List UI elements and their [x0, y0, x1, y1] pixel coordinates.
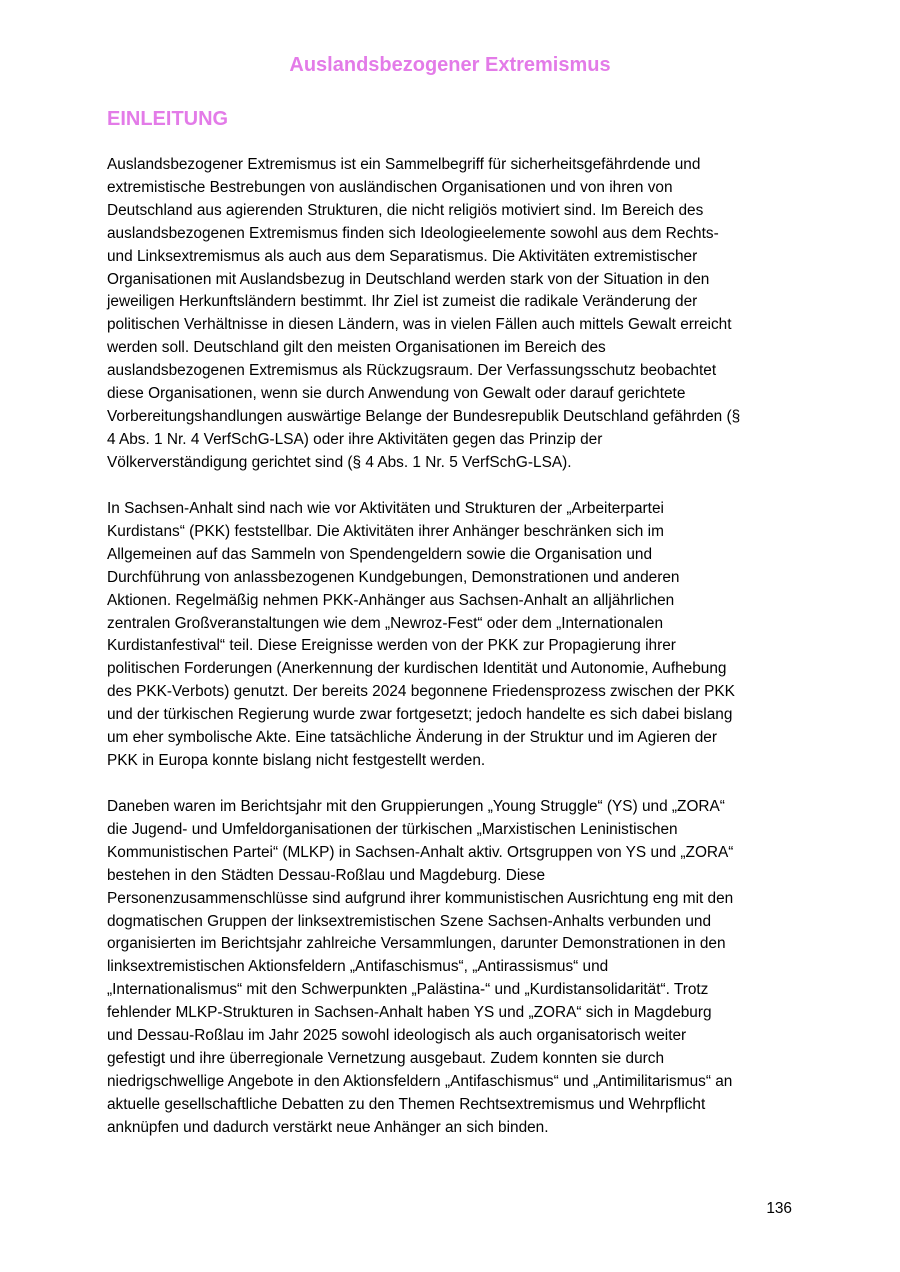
text-line: zentralen Großveranstaltungen wie dem „Newroz-Fest“ oder dem „Internationalen — [107, 614, 664, 632]
text-line: politischen Forderungen (Anerkennung der kurdischen Identität und Autonomie, Aufhebung — [107, 660, 727, 678]
text-line: die Jugend- und Umfeldorganisationen der türkischen „Marxistischen Leninistischen — [107, 820, 678, 838]
text-line: organisierten im Berichtsjahr zahlreiche Versammlungen, darunter Demonstrationen in den — [107, 935, 726, 953]
text-line: auslandsbezogenen Extremismus als Rückzugsraum. Der Verfassungsschutz beobachtet — [107, 362, 717, 380]
text-line: Kurdistanfestival“ teil. Diese Ereignisse werden von der PKK zur Propagierung ihrer — [107, 637, 676, 655]
text-line: Daneben waren im Berichtsjahr mit den Gruppierungen „Young Struggle“ (YS) und „ZORA“ — [107, 798, 725, 815]
text-line: und Linksextremismus als auch aus dem Separatismus. Die Aktivitäten extremistischer — [107, 247, 698, 265]
text-line: linksextremistischen Aktionsfeldern „Antifaschismus“, „Antirassismus“ und — [107, 958, 609, 976]
text-line: politischen Verhältnisse in diesen Ländern, was in vielen Fällen auch mittels Gewalt erreicht — [107, 316, 732, 334]
text-line: aktuelle gesellschaftliche Debatten zu den Themen Rechtsextremismus und Wehrpflicht — [107, 1095, 706, 1113]
text-line: Auslandsbezogener Extremismus ist ein Sammelbegriff für sicherheitsgefährdende und — [107, 156, 701, 173]
text-line: und Dessau-Roßlau im Jahr 2025 sowohl ideologisch als auch organisatorisch weiter — [107, 1027, 687, 1045]
text-line: um eher symbolische Akte. Eine tatsächliche Änderung in der Struktur und im Agieren der — [107, 729, 717, 747]
text-line: bestehen in den Städten Dessau-Roßlau und Magdeburg. Diese — [107, 866, 546, 884]
page-number: 136 — [766, 1200, 792, 1217]
text-line: Durchführung von anlassbezogenen Kundgebungen, Demonstrationen und anderen — [107, 568, 680, 586]
text-line: Aktionen. Regelmäßig nehmen PKK-Anhänger aus Sachsen-Anhalt an alljährlichen — [107, 591, 675, 609]
text-line: auslandsbezogenen Extremismus finden sich Ideologieelemente sowohl aus dem Rechts- — [107, 224, 719, 242]
text-line: fehlender MLKP-Strukturen in Sachsen-Anhalt haben YS und „ZORA“ sich in Magdeburg — [107, 1004, 712, 1022]
paragraph-pkk — [107, 498, 797, 773]
text-line: des PKK-Verbots) genutzt. Der bereits 2024 begonnene Friedensprozess zwischen der PKK — [107, 683, 735, 701]
text-line: Völkerverständigung gerichtet sind (§ 4 Abs. 1 Nr. 5 VerfSchG-LSA). — [107, 453, 572, 471]
text-line: werden soll. Deutschland gilt den meisten Organisationen im Bereich des — [107, 339, 606, 357]
section-heading: EINLEITUNG — [107, 108, 229, 130]
text-line: gefestigt und ihre überregionale Vernetzung ausgebaut. Zudem konnten sie durch — [107, 1049, 665, 1067]
paragraph-introduction — [107, 154, 797, 475]
text-line: und der türkischen Regierung wurde zwar fortgesetzt; jedoch handelte es sich dabei bislang — [107, 706, 733, 724]
text-line: In Sachsen-Anhalt sind nach wie vor Aktivitäten und Strukturen der „Arbeiterpartei — [107, 500, 664, 517]
running-header-title: Auslandsbezogener Extremismus — [289, 54, 611, 76]
text-line: niedrigschwellige Angebote in den Aktionsfeldern „Antifaschismus“ und „Antimilitarismus“ an — [107, 1072, 733, 1090]
text-line: diese Organisationen, wenn sie durch Anwendung von Gewalt oder darauf gerichtete — [107, 385, 686, 403]
text-line: Kommunistischen Partei“ (MLKP) in Sachsen-Anhalt aktiv. Ortsgruppen von YS und „ZORA“ — [107, 843, 734, 861]
text-line: Kurdistans“ (PKK) feststellbar. Die Aktivitäten ihrer Anhänger beschränken sich im — [107, 522, 664, 540]
text-line: extremistische Bestrebungen von ausländischen Organisationen und von ihren von — [107, 178, 673, 196]
text-line: Allgemeinen auf das Sammeln von Spendengeldern sowie die Organisation und — [107, 545, 653, 563]
text-line: Vorbereitungshandlungen auswärtige Belange der Bundesrepublik Deutschland gefährden (§ — [107, 407, 741, 425]
text-line: Personenzusammenschlüsse sind aufgrund ihrer kommunistischen Ausrichtung eng mit den — [107, 889, 734, 907]
paragraph-young-struggle-zora — [107, 796, 797, 1140]
text-line: PKK in Europa konnte bislang nicht festgestellt werden. — [107, 751, 486, 769]
text-line: dogmatischen Gruppen der linksextremistischen Szene Sachsen-Anhalts verbunden und — [107, 912, 712, 930]
text-line: „Internationalismus“ mit den Schwerpunkten „Palästina-“ und „Kurdistansolidarität“. Trotz — [107, 981, 709, 999]
text-line: Organisationen mit Auslandsbezug in Deutschland werden stark von der Situation in den — [107, 270, 710, 288]
text-line: anknüpfen und dadurch verstärkt neue Anhänger an sich binden. — [107, 1118, 549, 1136]
text-line: jeweiligen Herkunftsländern bestimmt. Ihr Ziel ist zumeist die radikale Veränderung der — [107, 293, 698, 311]
text-line: 4 Abs. 1 Nr. 4 VerfSchG-LSA) oder ihre Aktivitäten gegen das Prinzip der — [107, 430, 603, 448]
text-line: Deutschland aus agierenden Strukturen, die nicht religiös motiviert sind. Im Bereich des — [107, 201, 704, 219]
